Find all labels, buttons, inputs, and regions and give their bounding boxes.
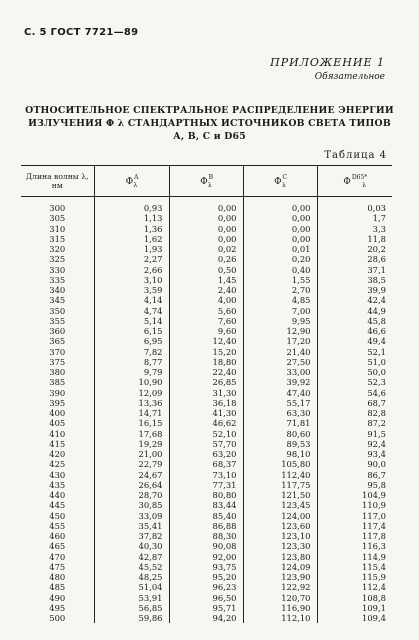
wavelength-cell: 305 bbox=[21, 213, 94, 223]
wavelength-cell: 355 bbox=[21, 316, 94, 326]
value-cell: 116,3 bbox=[362, 541, 386, 552]
wavelength-cell: 500 bbox=[21, 613, 94, 623]
table-row bbox=[21, 418, 392, 428]
spectral-table bbox=[21, 165, 392, 623]
value-cell: 112,4 bbox=[362, 582, 386, 593]
value-cell: 0,00 bbox=[169, 224, 243, 234]
value-cell: 48,25 bbox=[94, 572, 169, 582]
value-cell: 123,45 bbox=[243, 500, 317, 510]
table-row bbox=[21, 254, 392, 264]
appendix-subtitle: Обязательное bbox=[314, 72, 385, 82]
table-row bbox=[21, 459, 392, 469]
value-cell: 63,20 bbox=[169, 449, 243, 459]
value-cell: 0,40 bbox=[243, 265, 317, 275]
table-row bbox=[21, 213, 392, 223]
value-cell: 63,30 bbox=[243, 408, 317, 418]
value-cell: 117,0 bbox=[362, 510, 386, 521]
table-row bbox=[21, 367, 392, 377]
table-row bbox=[21, 285, 392, 295]
value-cell: 0,26 bbox=[169, 254, 243, 264]
appendix-title: ПРИЛОЖЕНИЕ 1 bbox=[270, 56, 385, 69]
wavelength-cell: 480 bbox=[21, 572, 94, 582]
value-cell: 3,10 bbox=[94, 275, 169, 285]
value-cell: 2,40 bbox=[169, 285, 243, 295]
value-cell: 115,4 bbox=[362, 561, 386, 572]
table-row bbox=[21, 316, 392, 326]
table-row bbox=[21, 613, 392, 623]
value-cell: 117,8 bbox=[362, 531, 386, 542]
value-cell: 54,6 bbox=[367, 387, 386, 398]
value-cell: 88,30 bbox=[169, 531, 243, 541]
table-row bbox=[21, 490, 392, 500]
wavelength-cell: 340 bbox=[21, 285, 94, 295]
value-cell: 51,04 bbox=[94, 582, 169, 592]
value-cell: 2,70 bbox=[243, 285, 317, 295]
table-row bbox=[21, 480, 392, 490]
table-row bbox=[21, 306, 392, 316]
wavelength-cell: 310 bbox=[21, 224, 94, 234]
value-cell: 120,70 bbox=[243, 593, 317, 603]
wavelength-cell: 445 bbox=[21, 500, 94, 510]
wavelength-cell: 475 bbox=[21, 562, 94, 572]
title-line-1: ОТНОСИТЕЛЬНОЕ СПЕКТРАЛЬНОЕ РАСПРЕДЕЛЕНИЕ ЭНЕРГИИ bbox=[25, 105, 394, 116]
value-cell: 31,30 bbox=[169, 388, 243, 398]
value-cell: 0,02 bbox=[169, 244, 243, 254]
value-cell: 52,1 bbox=[367, 346, 386, 357]
value-cell: 3,59 bbox=[94, 285, 169, 295]
table-row bbox=[21, 197, 392, 214]
value-cell: 11,8 bbox=[367, 233, 386, 244]
wavelength-cell: 380 bbox=[21, 367, 94, 377]
table-row bbox=[21, 357, 392, 367]
wavelength-cell: 415 bbox=[21, 439, 94, 449]
value-cell: 0,03 bbox=[367, 203, 386, 214]
value-cell: 5,14 bbox=[94, 316, 169, 326]
value-cell: 115,9 bbox=[362, 572, 386, 583]
wavelength-cell: 365 bbox=[21, 336, 94, 346]
table-row bbox=[21, 388, 392, 398]
table-body bbox=[21, 197, 392, 624]
value-cell: 4,74 bbox=[94, 306, 169, 316]
value-cell: 122,92 bbox=[243, 582, 317, 592]
wavelength-cell: 420 bbox=[21, 449, 94, 459]
value-cell: 0,20 bbox=[243, 254, 317, 264]
value-cell: 96,23 bbox=[169, 582, 243, 592]
value-cell: 1,7 bbox=[372, 213, 386, 224]
value-cell: 19,29 bbox=[94, 439, 169, 449]
value-cell: 30,85 bbox=[94, 500, 169, 510]
value-cell: 123,80 bbox=[243, 552, 317, 562]
value-cell: 71,81 bbox=[243, 418, 317, 428]
value-cell: 124,09 bbox=[243, 562, 317, 572]
value-cell: 21,40 bbox=[243, 347, 317, 357]
value-cell: 1,62 bbox=[94, 234, 169, 244]
col-header-phi-d65: $\Phi^{D65*}_\lambda$ bbox=[317, 166, 392, 197]
value-cell: 80,60 bbox=[243, 429, 317, 439]
value-cell: 55,17 bbox=[243, 398, 317, 408]
value-cell: 47,40 bbox=[243, 388, 317, 398]
value-cell: 17,68 bbox=[94, 429, 169, 439]
title-line-3: А, В, С и D65 bbox=[173, 131, 246, 142]
table-row bbox=[21, 377, 392, 387]
value-cell: 5,60 bbox=[169, 306, 243, 316]
value-cell: 39,92 bbox=[243, 377, 317, 387]
value-cell: 0,00 bbox=[169, 213, 243, 223]
value-cell: 37,82 bbox=[94, 531, 169, 541]
value-cell: 90,08 bbox=[169, 541, 243, 551]
table-row bbox=[21, 603, 392, 613]
value-cell: 83,44 bbox=[169, 500, 243, 510]
title-line-2: ИЗЛУЧЕНИЯ Φ λ СТАНДАРТНЫХ ИСТОЧНИКОВ СВЕТА ТИПОВ bbox=[28, 118, 391, 129]
value-cell: 44,9 bbox=[367, 305, 386, 316]
value-cell: 87,2 bbox=[367, 418, 386, 429]
table-row bbox=[21, 336, 392, 346]
value-cell: 117,75 bbox=[243, 480, 317, 490]
value-cell: 89,53 bbox=[243, 439, 317, 449]
wavelength-cell: 405 bbox=[21, 418, 94, 428]
wavelength-cell: 460 bbox=[21, 531, 94, 541]
value-cell: 53,91 bbox=[94, 593, 169, 603]
wavelength-cell: 435 bbox=[21, 480, 94, 490]
value-cell: 14,71 bbox=[94, 408, 169, 418]
value-cell: 92,4 bbox=[367, 438, 386, 449]
value-cell: 93,75 bbox=[169, 562, 243, 572]
wavelength-cell: 320 bbox=[21, 244, 94, 254]
value-cell: 1,13 bbox=[94, 213, 169, 223]
wavelength-cell: 465 bbox=[21, 541, 94, 551]
value-cell: 17,20 bbox=[243, 336, 317, 346]
value-cell: 46,62 bbox=[169, 418, 243, 428]
value-cell: 15,20 bbox=[169, 347, 243, 357]
table-row bbox=[21, 541, 392, 551]
value-cell: 7,82 bbox=[94, 347, 169, 357]
table-row bbox=[21, 347, 392, 357]
value-cell: 0,93 bbox=[94, 197, 169, 214]
value-cell: 21,00 bbox=[94, 449, 169, 459]
value-cell: 26,85 bbox=[169, 377, 243, 387]
wavelength-cell: 370 bbox=[21, 347, 94, 357]
value-cell: 0,00 bbox=[169, 234, 243, 244]
wavelength-cell: 425 bbox=[21, 459, 94, 469]
wavelength-cell: 330 bbox=[21, 265, 94, 275]
value-cell: 1,36 bbox=[94, 224, 169, 234]
value-cell: 77,31 bbox=[169, 480, 243, 490]
value-cell: 51,0 bbox=[367, 356, 386, 367]
value-cell: 1,45 bbox=[169, 275, 243, 285]
table-label: Таблица 4 bbox=[324, 150, 387, 161]
table-row bbox=[21, 326, 392, 336]
value-cell: 0,00 bbox=[243, 224, 317, 234]
wavelength-cell: 375 bbox=[21, 357, 94, 367]
table-row bbox=[21, 511, 392, 521]
value-cell: 82,8 bbox=[367, 408, 386, 419]
value-cell: 10,90 bbox=[94, 377, 169, 387]
value-cell: 7,00 bbox=[243, 306, 317, 316]
value-cell: 38,5 bbox=[367, 274, 386, 285]
wavelength-cell: 490 bbox=[21, 593, 94, 603]
value-cell: 57,70 bbox=[169, 439, 243, 449]
value-cell: 2,66 bbox=[94, 265, 169, 275]
value-cell: 40,30 bbox=[94, 541, 169, 551]
value-cell: 0,00 bbox=[169, 197, 243, 214]
value-cell: 18,80 bbox=[169, 357, 243, 367]
value-cell: 33,09 bbox=[94, 511, 169, 521]
value-cell: 108,8 bbox=[362, 592, 386, 603]
table-row bbox=[21, 562, 392, 572]
wavelength-cell: 410 bbox=[21, 429, 94, 439]
value-cell: 26,64 bbox=[94, 480, 169, 490]
value-cell: 1,55 bbox=[243, 275, 317, 285]
value-cell: 123,30 bbox=[243, 541, 317, 551]
value-cell: 98,10 bbox=[243, 449, 317, 459]
value-cell: 3,3 bbox=[372, 223, 386, 234]
value-cell: 42,87 bbox=[94, 552, 169, 562]
value-cell: 112,40 bbox=[243, 470, 317, 480]
value-cell: 116,90 bbox=[243, 603, 317, 613]
wavelength-cell: 345 bbox=[21, 295, 94, 305]
value-cell: 123,10 bbox=[243, 531, 317, 541]
value-cell: 41,30 bbox=[169, 408, 243, 418]
value-cell: 24,67 bbox=[94, 470, 169, 480]
wavelength-cell: 455 bbox=[21, 521, 94, 531]
value-cell: 8,77 bbox=[94, 357, 169, 367]
table-row bbox=[21, 234, 392, 244]
table-row bbox=[21, 429, 392, 439]
table-row bbox=[21, 408, 392, 418]
value-cell: 46,6 bbox=[367, 326, 386, 337]
value-cell: 121,50 bbox=[243, 490, 317, 500]
wavelength-cell: 430 bbox=[21, 470, 94, 480]
value-cell: 112,10 bbox=[243, 613, 317, 623]
col-header-phi-b: $\Phi^B_\lambda$ bbox=[169, 166, 243, 197]
value-cell: 42,4 bbox=[367, 295, 386, 306]
table-row bbox=[21, 224, 392, 234]
value-cell: 95,20 bbox=[169, 572, 243, 582]
table-row bbox=[21, 275, 392, 285]
wavelength-cell: 335 bbox=[21, 275, 94, 285]
table-row bbox=[21, 572, 392, 582]
appendix-heading bbox=[270, 55, 385, 85]
value-cell: 0,00 bbox=[243, 234, 317, 244]
value-cell: 85,40 bbox=[169, 511, 243, 521]
col-header-phi-c: $\Phi^C_\lambda$ bbox=[243, 166, 317, 197]
value-cell: 1,93 bbox=[94, 244, 169, 254]
value-cell: 91,5 bbox=[367, 428, 386, 439]
value-cell: 49,4 bbox=[367, 336, 386, 347]
wavelength-cell: 325 bbox=[21, 254, 94, 264]
table-row bbox=[21, 582, 392, 592]
wavelength-cell: 395 bbox=[21, 398, 94, 408]
col-header-phi-a: $\Phi^A_\lambda$ bbox=[94, 166, 169, 197]
value-cell: 7,60 bbox=[169, 316, 243, 326]
page-header: С. 5 ГОСТ 7721—89 bbox=[24, 27, 139, 38]
value-cell: 6,95 bbox=[94, 336, 169, 346]
value-cell: 36,18 bbox=[169, 398, 243, 408]
table-row bbox=[21, 244, 392, 254]
wavelength-cell: 470 bbox=[21, 552, 94, 562]
value-cell: 6,15 bbox=[94, 326, 169, 336]
value-cell: 123,60 bbox=[243, 521, 317, 531]
value-cell: 0,00 bbox=[243, 197, 317, 214]
value-cell: 114,9 bbox=[362, 551, 386, 562]
value-cell: 109,1 bbox=[362, 602, 386, 613]
value-cell: 96,50 bbox=[169, 593, 243, 603]
table-row bbox=[21, 593, 392, 603]
value-cell: 52,10 bbox=[169, 429, 243, 439]
value-cell: 9,60 bbox=[169, 326, 243, 336]
value-cell: 86,88 bbox=[169, 521, 243, 531]
value-cell: 90,0 bbox=[367, 459, 386, 470]
table-row bbox=[21, 449, 392, 459]
value-cell: 105,80 bbox=[243, 459, 317, 469]
value-cell: 2,27 bbox=[94, 254, 169, 264]
value-cell: 80,80 bbox=[169, 490, 243, 500]
value-cell: 117,4 bbox=[362, 520, 386, 531]
value-cell: 73,10 bbox=[169, 470, 243, 480]
table-header-row bbox=[21, 166, 392, 197]
value-cell: 22,40 bbox=[169, 367, 243, 377]
value-cell: 0,00 bbox=[243, 213, 317, 223]
value-cell: 35,41 bbox=[94, 521, 169, 531]
wavelength-cell: 360 bbox=[21, 326, 94, 336]
value-cell: 124,00 bbox=[243, 511, 317, 521]
table-row bbox=[21, 521, 392, 531]
value-cell: 95,8 bbox=[367, 479, 386, 490]
value-cell: 37,1 bbox=[367, 264, 386, 275]
wavelength-cell: 495 bbox=[21, 603, 94, 613]
value-cell: 95,71 bbox=[169, 603, 243, 613]
table-row bbox=[21, 265, 392, 275]
value-cell: 27,50 bbox=[243, 357, 317, 367]
table-row bbox=[21, 295, 392, 305]
value-cell: 13,36 bbox=[94, 398, 169, 408]
table-row bbox=[21, 398, 392, 408]
value-cell: 0,50 bbox=[169, 265, 243, 275]
table-row bbox=[21, 552, 392, 562]
value-cell: 104,9 bbox=[362, 490, 386, 501]
value-cell: 12,09 bbox=[94, 388, 169, 398]
wavelength-cell: 450 bbox=[21, 511, 94, 521]
table-row bbox=[21, 531, 392, 541]
value-cell: 109,4 bbox=[362, 613, 386, 624]
value-cell: 59,86 bbox=[94, 613, 169, 623]
value-cell: 39,9 bbox=[367, 285, 386, 296]
value-cell: 68,37 bbox=[169, 459, 243, 469]
wavelength-cell: 350 bbox=[21, 306, 94, 316]
value-cell: 28,6 bbox=[367, 254, 386, 265]
col-header-wavelength: Длина волны λ, нм bbox=[21, 166, 94, 197]
value-cell: 52,3 bbox=[367, 377, 386, 388]
value-cell: 123,90 bbox=[243, 572, 317, 582]
value-cell: 4,14 bbox=[94, 295, 169, 305]
value-cell: 0,01 bbox=[243, 244, 317, 254]
wavelength-cell: 300 bbox=[21, 197, 94, 214]
value-cell: 20,2 bbox=[367, 244, 386, 255]
value-cell: 92,00 bbox=[169, 552, 243, 562]
value-cell: 16,15 bbox=[94, 418, 169, 428]
table-row bbox=[21, 470, 392, 480]
value-cell: 22,79 bbox=[94, 459, 169, 469]
value-cell: 9,79 bbox=[94, 367, 169, 377]
wavelength-cell: 315 bbox=[21, 234, 94, 244]
value-cell: 45,8 bbox=[367, 315, 386, 326]
value-cell: 12,90 bbox=[243, 326, 317, 336]
table-row bbox=[21, 439, 392, 449]
value-cell: 4,00 bbox=[169, 295, 243, 305]
value-cell: 56,85 bbox=[94, 603, 169, 613]
value-cell: 86,7 bbox=[367, 469, 386, 480]
document-title bbox=[0, 104, 419, 143]
value-cell: 110,9 bbox=[362, 500, 386, 511]
wavelength-cell: 400 bbox=[21, 408, 94, 418]
value-cell: 45,52 bbox=[94, 562, 169, 572]
value-cell: 28,70 bbox=[94, 490, 169, 500]
value-cell: 68,7 bbox=[367, 397, 386, 408]
wavelength-cell: 440 bbox=[21, 490, 94, 500]
value-cell: 9,95 bbox=[243, 316, 317, 326]
table-row bbox=[21, 500, 392, 510]
value-cell: 12,40 bbox=[169, 336, 243, 346]
value-cell: 33,00 bbox=[243, 367, 317, 377]
wavelength-cell: 385 bbox=[21, 377, 94, 387]
value-cell: 93,4 bbox=[367, 449, 386, 460]
value-cell: 4,85 bbox=[243, 295, 317, 305]
wavelength-cell: 390 bbox=[21, 388, 94, 398]
wavelength-cell: 485 bbox=[21, 582, 94, 592]
value-cell: 50,0 bbox=[367, 367, 386, 378]
value-cell: 94,20 bbox=[169, 613, 243, 623]
